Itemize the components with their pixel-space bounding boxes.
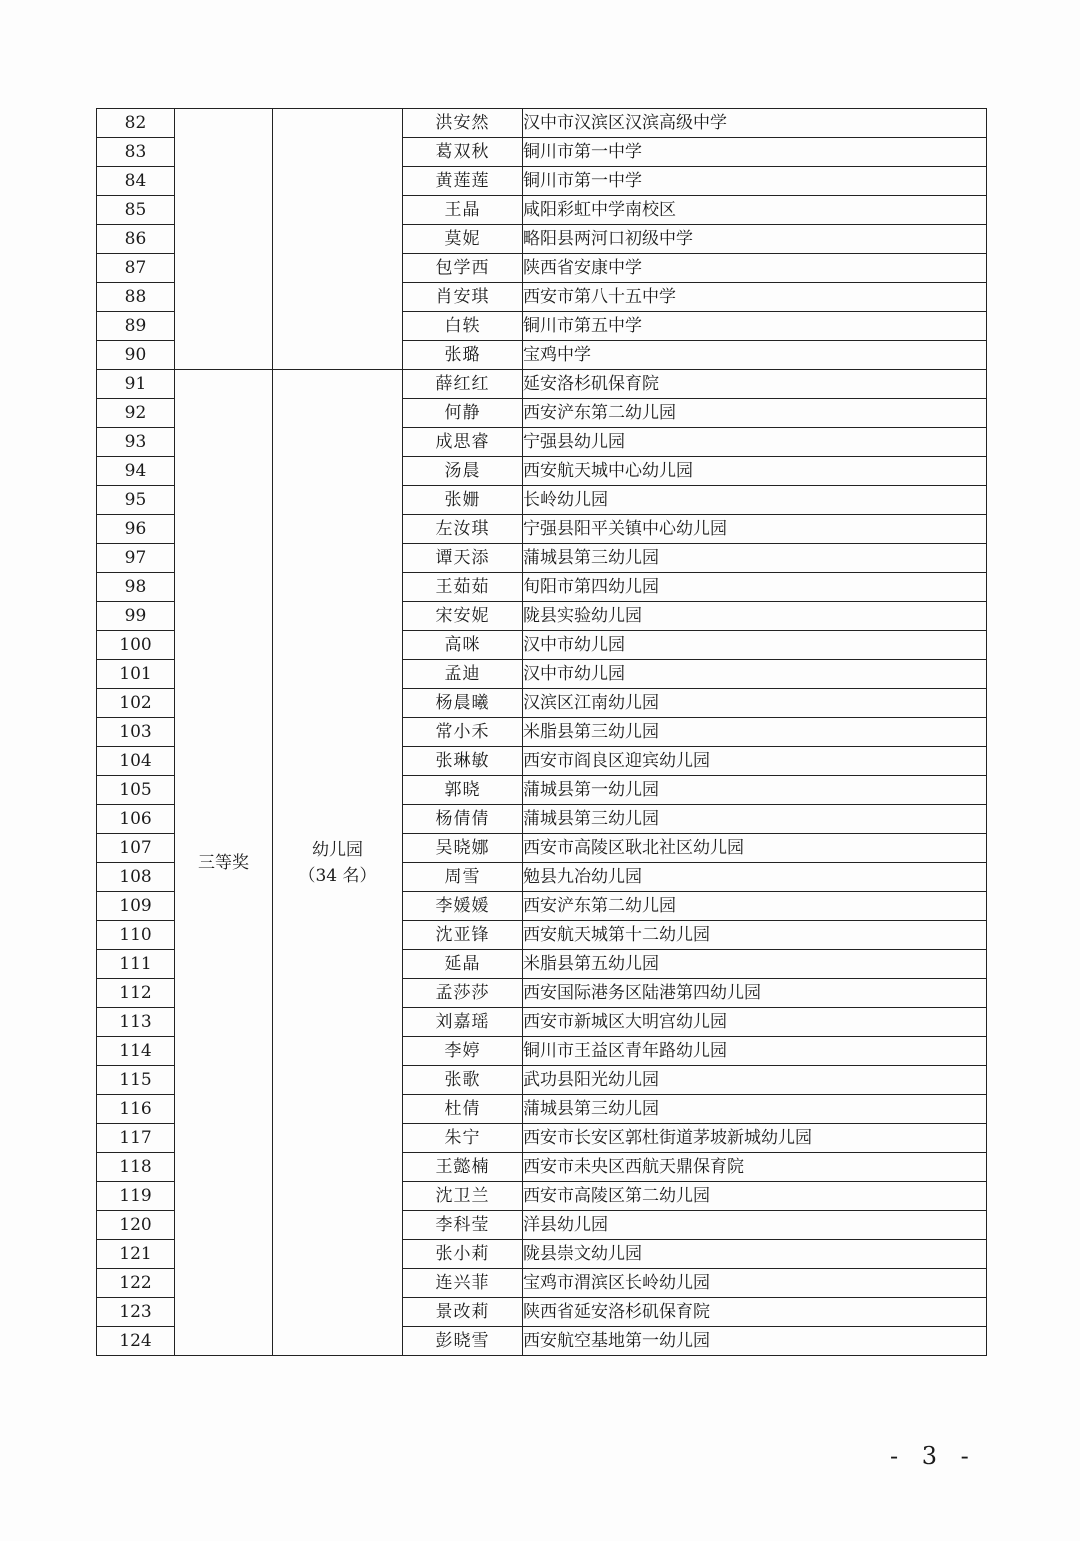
group-count: （34 名） [298,865,377,886]
row-number: 123 [97,1298,175,1327]
row-number: 116 [97,1095,175,1124]
school-name: 铜川市王益区青年路幼儿园 [523,1037,987,1066]
table-row [97,370,987,399]
winner-name: 郭晓 [403,776,523,805]
school-name: 汉滨区江南幼儿园 [523,689,987,718]
winner-name: 葛双秋 [403,138,523,167]
row-number: 117 [97,1124,175,1153]
school-name: 西安市阎良区迎宾幼儿园 [523,747,987,776]
school-name: 西安市高陵区第二幼儿园 [523,1182,987,1211]
row-number: 96 [97,515,175,544]
winner-name: 沈卫兰 [403,1182,523,1211]
school-name: 陕西省延安洛杉矶保育院 [523,1298,987,1327]
school-name: 西安市未央区西航天鼎保育院 [523,1153,987,1182]
school-name: 蒲城县第三幼儿园 [523,544,987,573]
winner-name: 周雪 [403,863,523,892]
winner-name: 白轶 [403,312,523,341]
winner-name: 莫妮 [403,225,523,254]
school-name: 西安市高陵区耿北社区幼儿园 [523,834,987,863]
winner-name: 汤晨 [403,457,523,486]
row-number: 120 [97,1211,175,1240]
row-number: 88 [97,283,175,312]
winner-name: 肖安琪 [403,283,523,312]
winner-name: 杨倩倩 [403,805,523,834]
award-cell-prev [175,109,273,370]
winner-name: 景改莉 [403,1298,523,1327]
school-name: 陇县实验幼儿园 [523,602,987,631]
row-number: 95 [97,486,175,515]
row-number: 99 [97,602,175,631]
winner-name: 何静 [403,399,523,428]
row-number: 108 [97,863,175,892]
winner-name: 左汝琪 [403,515,523,544]
school-name: 宁强县阳平关镇中心幼儿园 [523,515,987,544]
school-name: 蒲城县第一幼儿园 [523,776,987,805]
winner-name: 张小莉 [403,1240,523,1269]
row-number: 104 [97,747,175,776]
row-number: 83 [97,138,175,167]
winner-name: 连兴菲 [403,1269,523,1298]
school-name: 西安市第八十五中学 [523,283,987,312]
winner-name: 李婷 [403,1037,523,1066]
page-number: - 3 - [890,1442,977,1470]
row-number: 113 [97,1008,175,1037]
winner-name: 张姗 [403,486,523,515]
school-name: 西安浐东第二幼儿园 [523,399,987,428]
row-number: 122 [97,1269,175,1298]
row-number: 102 [97,689,175,718]
school-name: 咸阳彩虹中学南校区 [523,196,987,225]
school-name: 西安航空基地第一幼儿园 [523,1327,987,1356]
row-number: 101 [97,660,175,689]
award-table-body [97,109,987,1356]
row-number: 82 [97,109,175,138]
group-cell-prev [273,109,403,370]
winner-name: 王懿楠 [403,1153,523,1182]
winner-name: 常小禾 [403,718,523,747]
school-name: 汉中市幼儿园 [523,631,987,660]
row-number: 111 [97,950,175,979]
winner-name: 延晶 [403,950,523,979]
winner-name: 孟莎莎 [403,979,523,1008]
school-name: 长岭幼儿园 [523,486,987,515]
winner-name: 吴晓娜 [403,834,523,863]
winner-name: 薛红红 [403,370,523,399]
award-level: 三等奖 [175,370,273,1356]
row-number: 92 [97,399,175,428]
row-number: 100 [97,631,175,660]
school-name: 西安市新城区大明宫幼儿园 [523,1008,987,1037]
school-name: 汉中市幼儿园 [523,660,987,689]
winner-name: 洪安然 [403,109,523,138]
row-number: 121 [97,1240,175,1269]
school-name: 宁强县幼儿园 [523,428,987,457]
school-name: 西安航天城第十二幼儿园 [523,921,987,950]
winner-name: 谭天添 [403,544,523,573]
school-name: 汉中市汉滨区汉滨高级中学 [523,109,987,138]
row-number: 107 [97,834,175,863]
row-number: 110 [97,921,175,950]
row-number: 124 [97,1327,175,1356]
school-name: 西安浐东第二幼儿园 [523,892,987,921]
row-number: 103 [97,718,175,747]
school-name: 铜川市第五中学 [523,312,987,341]
row-number: 93 [97,428,175,457]
row-number: 94 [97,457,175,486]
row-number: 115 [97,1066,175,1095]
group-category [273,370,403,1356]
row-number: 86 [97,225,175,254]
winner-name: 杜倩 [403,1095,523,1124]
winner-name: 沈亚锋 [403,921,523,950]
school-name: 铜川市第一中学 [523,167,987,196]
school-name: 陇县崇文幼儿园 [523,1240,987,1269]
school-name: 旬阳市第四幼儿园 [523,573,987,602]
winner-name: 高咪 [403,631,523,660]
winner-name: 刘嘉瑶 [403,1008,523,1037]
row-number: 84 [97,167,175,196]
row-number: 85 [97,196,175,225]
row-number: 89 [97,312,175,341]
row-number: 118 [97,1153,175,1182]
winner-name: 王晶 [403,196,523,225]
row-number: 91 [97,370,175,399]
school-name: 陕西省安康中学 [523,254,987,283]
winner-name: 黄莲莲 [403,167,523,196]
school-name: 略阳县两河口初级中学 [523,225,987,254]
school-name: 宝鸡中学 [523,341,987,370]
row-number: 106 [97,805,175,834]
winner-name: 朱宁 [403,1124,523,1153]
school-name: 武功县阳光幼儿园 [523,1066,987,1095]
school-name: 米脂县第三幼儿园 [523,718,987,747]
row-number: 97 [97,544,175,573]
school-name: 米脂县第五幼儿园 [523,950,987,979]
row-number: 105 [97,776,175,805]
winner-name: 张璐 [403,341,523,370]
winner-name: 李科莹 [403,1211,523,1240]
winner-name: 王茹茹 [403,573,523,602]
row-number: 87 [97,254,175,283]
winner-name: 包学西 [403,254,523,283]
award-table [96,108,987,1356]
row-number: 90 [97,341,175,370]
school-name: 西安国际港务区陆港第四幼儿园 [523,979,987,1008]
school-name: 西安市长安区郭杜街道茅坡新城幼儿园 [523,1124,987,1153]
school-name: 铜川市第一中学 [523,138,987,167]
row-number: 119 [97,1182,175,1211]
row-number: 98 [97,573,175,602]
row-number: 112 [97,979,175,1008]
school-name: 蒲城县第三幼儿园 [523,805,987,834]
school-name: 宝鸡市渭滨区长岭幼儿园 [523,1269,987,1298]
school-name: 延安洛杉矶保育院 [523,370,987,399]
winner-name: 李媛媛 [403,892,523,921]
winner-name: 张琳敏 [403,747,523,776]
winner-name: 杨晨曦 [403,689,523,718]
winner-name: 宋安妮 [403,602,523,631]
table-row [97,109,987,138]
group-name: 幼儿园 [312,839,363,860]
school-name: 洋县幼儿园 [523,1211,987,1240]
winner-name: 孟迪 [403,660,523,689]
row-number: 109 [97,892,175,921]
winner-name: 成思睿 [403,428,523,457]
winner-name: 彭晓雪 [403,1327,523,1356]
school-name: 西安航天城中心幼儿园 [523,457,987,486]
row-number: 114 [97,1037,175,1066]
school-name: 蒲城县第三幼儿园 [523,1095,987,1124]
winner-name: 张歌 [403,1066,523,1095]
school-name: 勉县九冶幼儿园 [523,863,987,892]
